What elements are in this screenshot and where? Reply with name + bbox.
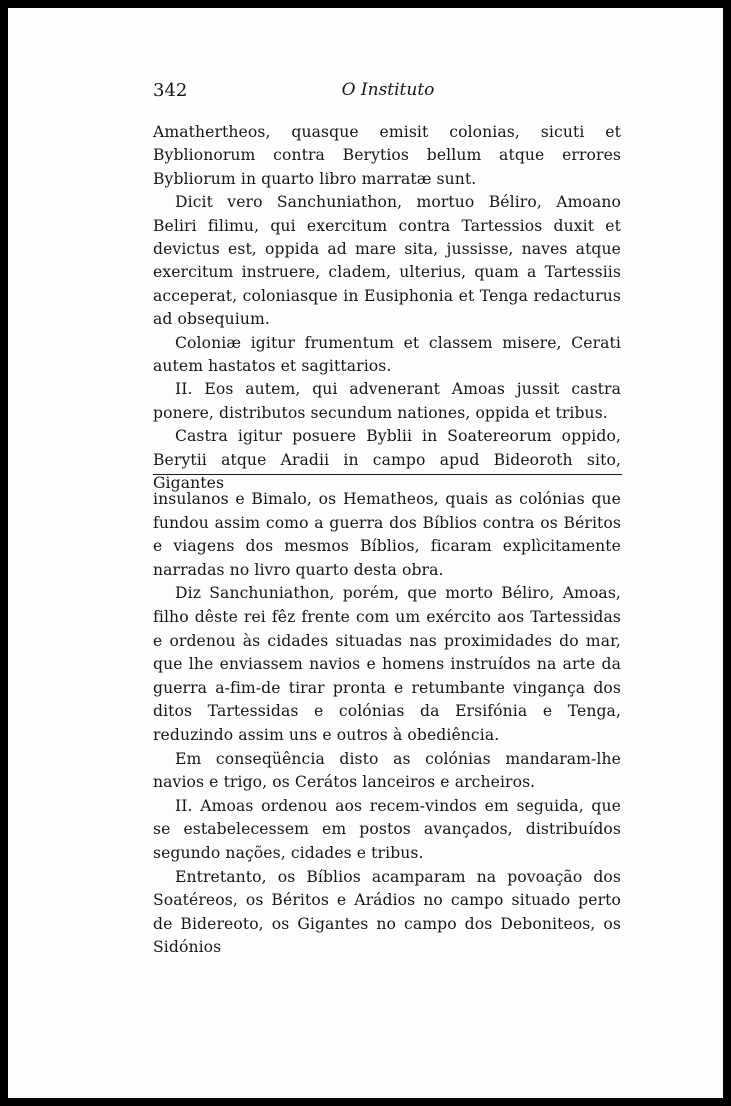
running-title: O Instituto: [341, 80, 435, 100]
portuguese-paragraph: Diz Sanchuniathon, porém, que morto Béliro, Amoas, filho dêste rei fêz frente com um exército aos Tartessidas e ordenou às cidades situadas nas proximidades do mar, que lhe enviassem navios e homens instruídos na arte da guerra a-fim-de tirar pronta e retumbante vingança dos ditos Tartessidas e colónias da Ersifónia e Tenga, reduzindo assim uns e outros à obediência.: [153, 584, 621, 744]
latin-paragraph: Dicit vero Sanchuniathon, mortuo Béliro, Amoano Beliri filimu, qui exercitum contra Tartessios duxit et devictus est, oppida ad mare sita, jussisse, naves atque exercitum instruere, cladem, ulterius, quam a Tartessiis acceperat, coloniasque in Eusiphonia et Tenga redacturus ad obsequium.: [153, 193, 621, 329]
portuguese-paragraph: Entretanto, os Bíblios acamparam na povoação dos Soatéreos, os Béritos e Arádios no campo situado perto de Bidereoto, os Gigantes no campo dos Deboniteos, os Sidónios: [153, 867, 621, 957]
latin-text-block: [153, 121, 621, 496]
page-number: 342: [153, 80, 188, 101]
portuguese-text-block: [153, 488, 621, 960]
latin-paragraph: Castra igitur posuere Byblii in Soatereorum oppido, Berytii atque Aradii in campo apud Bideoroth sito, Gigantes: [153, 427, 621, 493]
book-page: [8, 8, 723, 1098]
page-header: [153, 80, 623, 104]
separator-rule: [153, 474, 622, 475]
latin-paragraph: Amathertheos, quasque emisit colonias, sicuti et Byblionorum contra Berytios bellum atque errores Bybliorum in quarto libro marratæ sunt.: [153, 123, 621, 188]
portuguese-paragraph: II. Amoas ordenou aos recem-vindos em seguida, que se estabelecessem em postos avançados, distribuídos segundo nações, cidades e tribus.: [153, 796, 621, 862]
portuguese-paragraph: insulanos e Bimalo, os Hematheos, quais as colónias que fundou assim como a guerra dos Bíblios contra os Béritos e viagens dos mesmos Bíblios, ficaram explìcitamente narradas no livro quarto desta obra.: [153, 490, 621, 579]
latin-paragraph: Coloniæ igitur frumentum et classem misere, Cerati autem hastatos et sagittarios.: [153, 333, 621, 376]
portuguese-paragraph: Em conseqüência disto as colónias mandaram-lhe navios e trigo, os Cerátos lanceiros e archeiros.: [153, 749, 621, 792]
latin-paragraph: II. Eos autem, qui advenerant Amoas jussit castra ponere, distributos secundum nationes, oppida et tribus.: [153, 380, 621, 422]
